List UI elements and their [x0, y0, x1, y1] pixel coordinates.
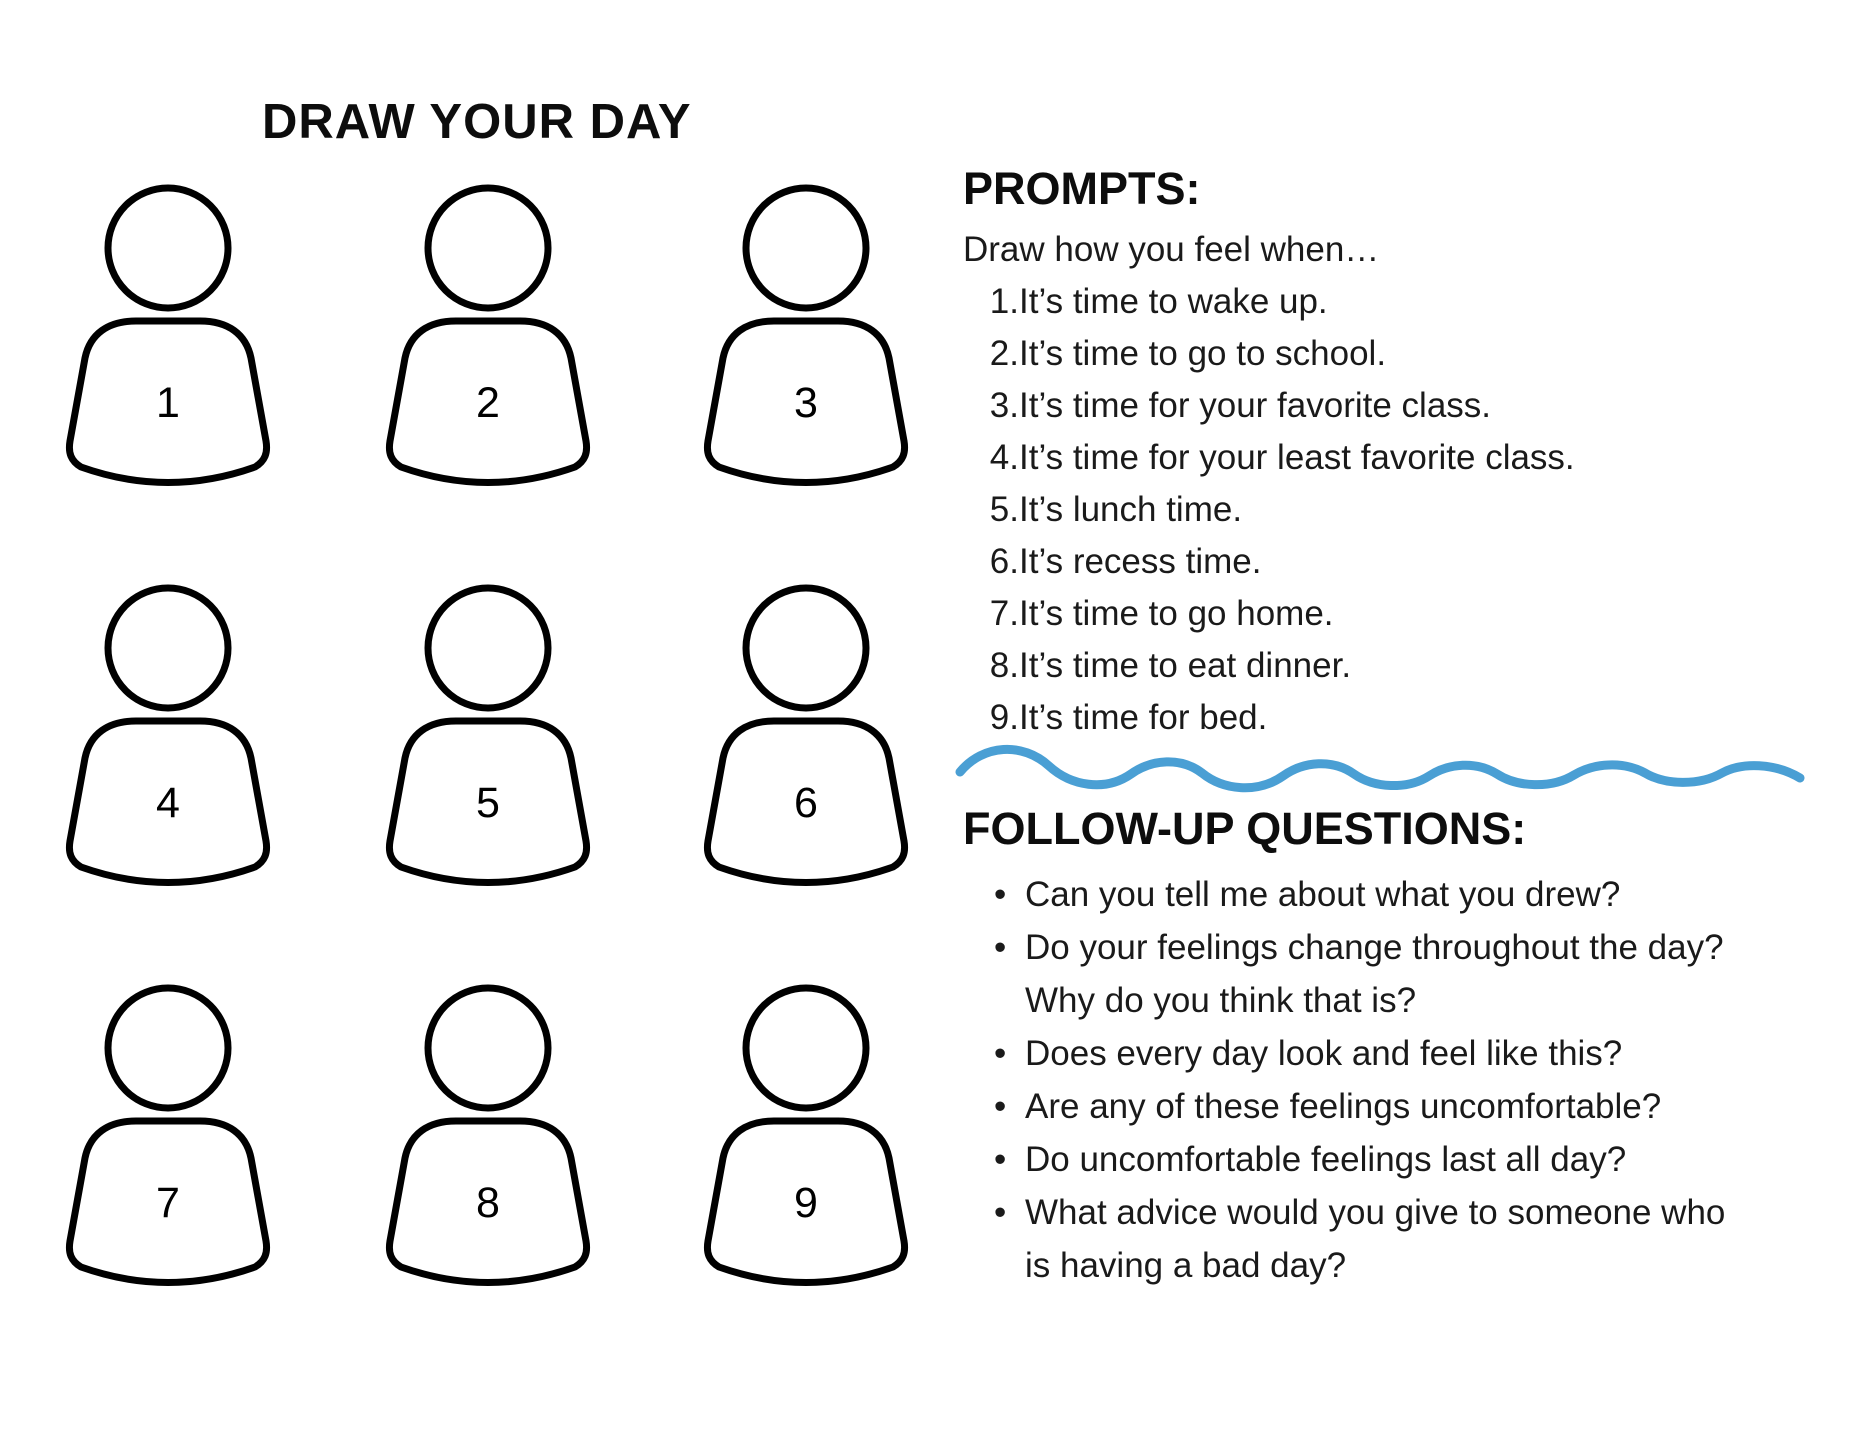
prompt-number: 3.	[989, 386, 1019, 425]
prompt-text: It’s time to go home.	[1019, 594, 1334, 633]
prompt-number: 5.	[989, 490, 1019, 529]
follow-up-item	[994, 868, 1814, 921]
prompt-text: It’s time for bed.	[1019, 698, 1268, 737]
prompt-text: It’s time to go to school.	[1019, 334, 1387, 373]
follow-up-text: What advice would you give to someone who	[1025, 1193, 1726, 1232]
person-silhouette-icon	[58, 584, 278, 894]
figure-number: 7	[156, 1179, 180, 1227]
prompt-item	[963, 432, 1575, 484]
prompt-item	[963, 380, 1575, 432]
follow-up-item	[994, 1133, 1814, 1186]
prompt-text: It’s time for your least favorite class.	[1019, 438, 1575, 477]
person-figure	[696, 984, 916, 1294]
page-title: DRAW YOUR DAY	[262, 95, 692, 149]
person-silhouette-icon	[696, 184, 916, 494]
person-silhouette-icon	[58, 984, 278, 1294]
bullet-marker: •	[994, 875, 1007, 914]
follow-up-item	[994, 1080, 1814, 1133]
prompt-item	[963, 588, 1575, 640]
prompt-item	[963, 484, 1575, 536]
follow-up-text: Do uncomfortable feelings last all day?	[1025, 1140, 1627, 1179]
bullet-marker: •	[994, 1034, 1007, 1073]
prompt-number: 6.	[989, 542, 1019, 581]
figure-number: 9	[794, 1179, 818, 1227]
prompt-text: It’s time for your favorite class.	[1019, 386, 1492, 425]
prompt-number: 2.	[989, 334, 1019, 373]
follow-up-list	[994, 868, 1814, 1292]
figure-number: 5	[476, 779, 500, 827]
figure-number: 4	[156, 779, 180, 827]
person-figure	[696, 184, 916, 494]
person-silhouette-icon	[696, 984, 916, 1294]
person-figure	[58, 184, 278, 494]
person-figure	[378, 584, 598, 894]
follow-up-text: is having a bad day?	[1025, 1246, 1347, 1285]
figure-number: 2	[476, 379, 500, 427]
figure-number: 1	[156, 379, 180, 427]
follow-up-item	[994, 1027, 1814, 1080]
follow-up-text: Are any of these feelings uncomfortable?	[1025, 1087, 1662, 1126]
person-figure	[58, 584, 278, 894]
person-figure	[378, 984, 598, 1294]
prompt-item	[963, 536, 1575, 588]
prompt-number: 7.	[989, 594, 1019, 633]
prompt-text: It’s lunch time.	[1019, 490, 1243, 529]
follow-up-item	[994, 921, 1814, 1027]
prompt-item	[963, 276, 1575, 328]
prompt-number: 9.	[989, 698, 1019, 737]
person-figure	[696, 584, 916, 894]
figure-number: 3	[794, 379, 818, 427]
prompt-item	[963, 692, 1575, 744]
prompt-text: It’s time to eat dinner.	[1019, 646, 1352, 685]
prompts-intro: Draw how you feel when…	[963, 230, 1380, 269]
person-figure	[58, 984, 278, 1294]
wavy-divider	[955, 740, 1817, 806]
follow-up-item	[994, 1186, 1814, 1292]
bullet-marker: •	[994, 1193, 1007, 1232]
person-silhouette-icon	[378, 984, 598, 1294]
follow-up-heading: FOLLOW-UP QUESTIONS:	[963, 803, 1527, 854]
person-silhouette-icon	[696, 584, 916, 894]
prompt-text: It’s time to wake up.	[1019, 282, 1328, 321]
prompt-text: It’s recess time.	[1019, 542, 1262, 581]
person-silhouette-icon	[378, 184, 598, 494]
prompt-number: 8.	[989, 646, 1019, 685]
person-figure	[378, 184, 598, 494]
follow-up-text: Does every day look and feel like this?	[1025, 1034, 1623, 1073]
follow-up-text: Can you tell me about what you drew?	[1025, 875, 1621, 914]
person-silhouette-icon	[378, 584, 598, 894]
bullet-marker: •	[994, 1140, 1007, 1179]
prompts-heading: PROMPTS:	[963, 163, 1201, 214]
prompt-item	[963, 328, 1575, 380]
follow-up-text: Why do you think that is?	[1025, 981, 1417, 1020]
wavy-divider-path	[960, 749, 1800, 787]
prompt-item	[963, 640, 1575, 692]
bullet-marker: •	[994, 928, 1007, 967]
follow-up-text: Do your feelings change throughout the day?	[1025, 928, 1724, 967]
prompt-number: 4.	[989, 438, 1019, 477]
prompt-number: 1.	[989, 282, 1019, 321]
figure-number: 6	[794, 779, 818, 827]
bullet-marker: •	[994, 1087, 1007, 1126]
figure-number: 8	[476, 1179, 500, 1227]
prompts-list	[963, 224, 1575, 744]
person-silhouette-icon	[58, 184, 278, 494]
